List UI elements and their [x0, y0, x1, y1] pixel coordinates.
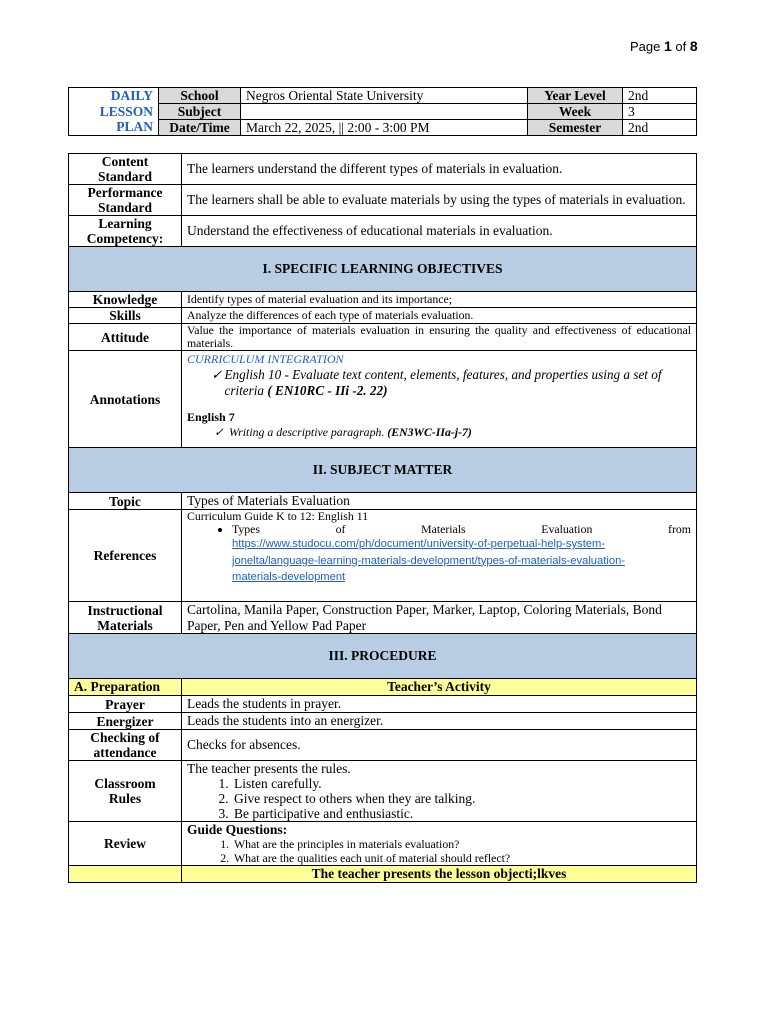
review-value	[182, 822, 697, 866]
list-item: 1. Listen carefully.	[232, 776, 691, 791]
guide-questions-label: Guide Questions:	[187, 822, 288, 837]
attendance-row	[69, 730, 697, 761]
lesson-objectives-value: The teacher presents the lesson objecti;lkves	[182, 866, 697, 883]
references-row	[69, 510, 697, 602]
performance-standard-value: The learners shall be able to evaluate materials by using the types of materials in evaluation.	[182, 185, 697, 216]
knowledge-row	[69, 292, 697, 308]
week-value: 3	[623, 104, 697, 120]
knowledge-value: Identify types of material evaluation and its importance;	[182, 292, 697, 308]
classroom-rules-label: Classroom Rules	[69, 761, 182, 822]
instructional-materials-label: Instructional Materials	[69, 602, 182, 634]
lesson-plan-table	[68, 153, 697, 883]
content-standard-label: Content Standard	[69, 154, 182, 185]
list-item: 2. What are the qualities each unit of material should reflect?	[232, 851, 691, 865]
content-standard-value: The learners understand the different types of materials in evaluation.	[182, 154, 697, 185]
rules-list	[187, 776, 691, 821]
daily-lesson-plan-title: DAILY LESSON PLAN	[69, 88, 159, 136]
teacher-activity-header: Teacher’s Activity	[182, 679, 697, 696]
school-value: Negros Oriental State University	[241, 88, 528, 104]
annotations-row	[69, 351, 697, 448]
attitude-label: Attitude	[69, 324, 182, 351]
learning-competency-label: Learning Competency:	[69, 216, 182, 247]
blank-cell	[69, 866, 182, 883]
page-of: of	[671, 39, 690, 54]
curriculum-integration: CURRICULUM INTEGRATION	[187, 352, 344, 366]
datetime-label: Date/Time	[159, 120, 241, 136]
semester-value: 2nd	[623, 120, 697, 136]
semester-label: Semester	[528, 120, 623, 136]
list-item: 3. Be participative and enthusiastic.	[232, 806, 691, 821]
learning-competency-value: Understand the effectiveness of educational materials in evaluation.	[182, 216, 697, 247]
performance-standard-row	[69, 185, 697, 216]
page-current: 1	[663, 38, 672, 54]
prayer-value: Leads the students in prayer.	[182, 696, 697, 713]
objectives-heading: I. SPECIFIC LEARNING OBJECTIVES	[69, 247, 697, 292]
english7-label: English 7	[187, 410, 235, 424]
annotations-value	[182, 351, 697, 448]
rules-intro: The teacher presents the rules.	[187, 761, 351, 776]
knowledge-label: Knowledge	[69, 292, 182, 308]
page-number	[630, 38, 698, 54]
english10-item: ✓ English 10 - Evaluate text content, elements, features, and properties using a set of criteria ( EN10RC - IIi -2. 22)	[187, 367, 691, 398]
topic-label: Topic	[69, 493, 182, 510]
school-label: School	[159, 88, 241, 104]
year-level-label: Year Level	[528, 88, 623, 104]
classroom-rules-value	[182, 761, 697, 822]
lesson-objectives-row	[69, 866, 697, 883]
review-row	[69, 822, 697, 866]
attendance-value: Checks for absences.	[182, 730, 697, 761]
review-label: Review	[69, 822, 182, 866]
prayer-row	[69, 696, 697, 713]
page-prefix: Page	[630, 39, 664, 54]
attendance-label: Checking of attendance	[69, 730, 182, 761]
attitude-value: Value the importance of materials evaluation in ensuring the quality and effectiveness of educational materials.	[182, 324, 697, 351]
subject-label: Subject	[159, 104, 241, 120]
annotations-label: Annotations	[69, 351, 182, 448]
check-icon: ✓	[211, 367, 223, 382]
preparation-row	[69, 679, 697, 696]
header-table	[68, 87, 697, 136]
skills-row	[69, 308, 697, 324]
subject-value	[241, 104, 528, 120]
classroom-rules-row	[69, 761, 697, 822]
check-icon: ✓	[214, 425, 224, 439]
list-item: 1. What are the principles in materials evaluation?	[232, 837, 691, 851]
references-line: Curriculum Guide K to 12: English 11	[187, 509, 369, 523]
week-label: Week	[528, 104, 623, 120]
energizer-label: Energizer	[69, 713, 182, 730]
references-value	[182, 510, 697, 602]
subject-matter-heading: II. SUBJECT MATTER	[69, 448, 697, 493]
reference-title: • Types of Materials Evaluation from	[232, 522, 691, 536]
reference-item	[232, 523, 691, 586]
skills-value: Analyze the differences of each type of materials evaluation.	[182, 308, 697, 324]
instructional-materials-value: Cartolina, Manila Paper, Construction Paper, Marker, Laptop, Coloring Materials, Bond Paper, Pen and Yellow Pad Paper	[182, 602, 697, 634]
preparation-label: A. Preparation	[69, 679, 182, 696]
english7-item: ✓ Writing a descriptive paragraph. (EN3WC-IIa-j-7)	[187, 425, 691, 440]
energizer-row	[69, 713, 697, 730]
content-standard-row	[69, 154, 697, 185]
prayer-label: Prayer	[69, 696, 182, 713]
page-total: 8	[689, 38, 698, 54]
reference-link[interactable]: https://www.studocu.com/ph/document/university-of-perpetual-help-system- jonelta/language-learning-materials-development/types-of-materials-evaluation- materials-development	[232, 538, 626, 583]
skills-label: Skills	[69, 308, 182, 324]
year-level-value: 2nd	[623, 88, 697, 104]
questions-list	[187, 837, 691, 865]
topic-value: Types of Materials Evaluation	[182, 493, 697, 510]
list-item: 2. Give respect to others when they are talking.	[232, 791, 691, 806]
datetime-value: March 22, 2025, || 2:00 - 3:00 PM	[241, 120, 528, 136]
attitude-row	[69, 324, 697, 351]
topic-row	[69, 493, 697, 510]
instructional-materials-row	[69, 602, 697, 634]
procedure-heading: III. PROCEDURE	[69, 634, 697, 679]
energizer-value: Leads the students into an energizer.	[182, 713, 697, 730]
performance-standard-label: Performance Standard	[69, 185, 182, 216]
references-label: References	[69, 510, 182, 602]
learning-competency-row	[69, 216, 697, 247]
